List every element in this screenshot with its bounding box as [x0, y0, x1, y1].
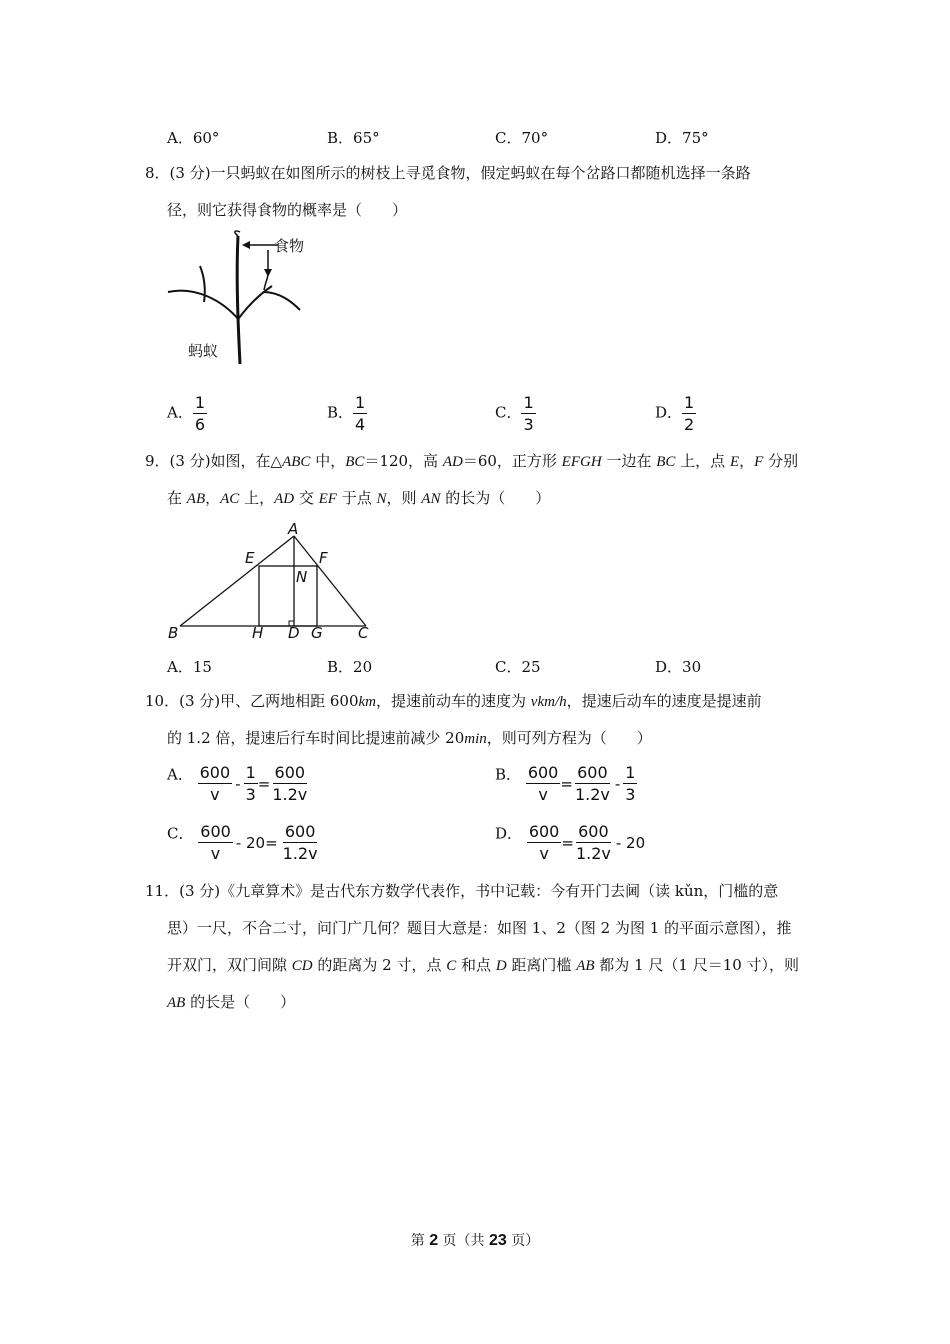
q9-triangle-figure	[160, 518, 385, 644]
q10-option-b: B． $\frac{600}{v}$ = $\frac{600}{1.2v}$ - $\frac{1}{3}$	[495, 763, 636, 804]
label-n: N	[296, 568, 308, 586]
q9-stem-line1: 9．(3 分)如图，在△ABC 中，BC＝120，高 AD＝60，正方形 EFGH 一边在 BC 上，点 E，F 分别	[145, 452, 799, 470]
label-f: F	[319, 549, 328, 567]
q7-option-d: D．75°	[655, 129, 709, 147]
label-b: B	[168, 624, 179, 642]
q9-option-a: A．15	[167, 658, 212, 676]
q8-option-c: C． $\frac{1}{3}$	[495, 393, 534, 434]
q9-stem-line2: 在 AB，AC 上，AD 交 EF 于点 N，则 AN 的长为（ ）	[167, 489, 551, 507]
q11-stem-line4: AB 的长是（ ）	[167, 993, 296, 1011]
q8-option-a: A． $\frac{1}{6}$	[167, 393, 206, 434]
label-g: G	[311, 624, 323, 642]
label-d: D	[288, 624, 300, 642]
q7-option-c: C．70°	[495, 129, 549, 147]
q11-stem-line1: 11．(3 分)《九章算术》是古代东方数学代表作，书中记载：今有开门去阃（读 kǔn，门槛的意	[145, 882, 779, 900]
q10-option-a: A． $\frac{600}{v}$ - $\frac{1}{3}$ = $\frac{600}{1.2v}$	[167, 763, 308, 804]
ant-label: 蚂蚁	[188, 342, 219, 360]
q8-option-b: B． $\frac{1}{4}$	[327, 393, 366, 434]
q11-stem-line3: 开双门，双门间隙 CD 的距离为 2 寸，点 C 和点 D 距离门槛 AB 都为 1 尺（1 尺＝10 寸），则	[167, 956, 800, 974]
q9-option-d: D．30	[655, 658, 702, 676]
q10-option-c: C． $\frac{600}{v}$ - 20= $\frac{600}{1.2v}$	[167, 822, 318, 863]
label-e: E	[245, 549, 255, 567]
q8-stem-line2: 径，则它获得食物的概率是（ ）	[167, 201, 408, 219]
q8-tree-figure	[160, 228, 320, 370]
q7-option-a: A．60°	[167, 129, 220, 147]
q11-stem-line2: 思）一尺，不合二寸，问门广几何？题目大意是：如图 1、2（图 2 为图 1 的平面示意图），推	[167, 919, 792, 937]
label-c: C	[358, 624, 369, 642]
q7-option-b: B．65°	[327, 129, 380, 147]
q8-stem-line1: 8．(3 分)一只蚂蚁在如图所示的树枝上寻觅食物，假定蚂蚁在每个岔路口都随机选择一条路	[145, 164, 751, 182]
q9-option-c: C．25	[495, 658, 541, 676]
q10-stem-line1: 10．(3 分)甲、乙两地相距 600km，提速前动车的速度为 vkm/h，提速后动车的速度是提速前	[145, 692, 762, 710]
q9-option-b: B．20	[327, 658, 373, 676]
q8-option-d: D． $\frac{1}{2}$	[655, 393, 695, 434]
q10-option-d: D． $\frac{600}{v}$ = $\frac{600}{1.2v}$ - 20	[495, 822, 646, 863]
page-footer: 第 2 页（共 23 页）	[410, 1232, 540, 1249]
label-h: H	[252, 624, 264, 642]
q10-stem-line2: 的 1.2 倍，提速后行车时间比提速前减少 20min，则可列方程为（ ）	[167, 729, 652, 747]
food-label: 食物	[274, 237, 305, 255]
label-a: A	[288, 520, 299, 538]
